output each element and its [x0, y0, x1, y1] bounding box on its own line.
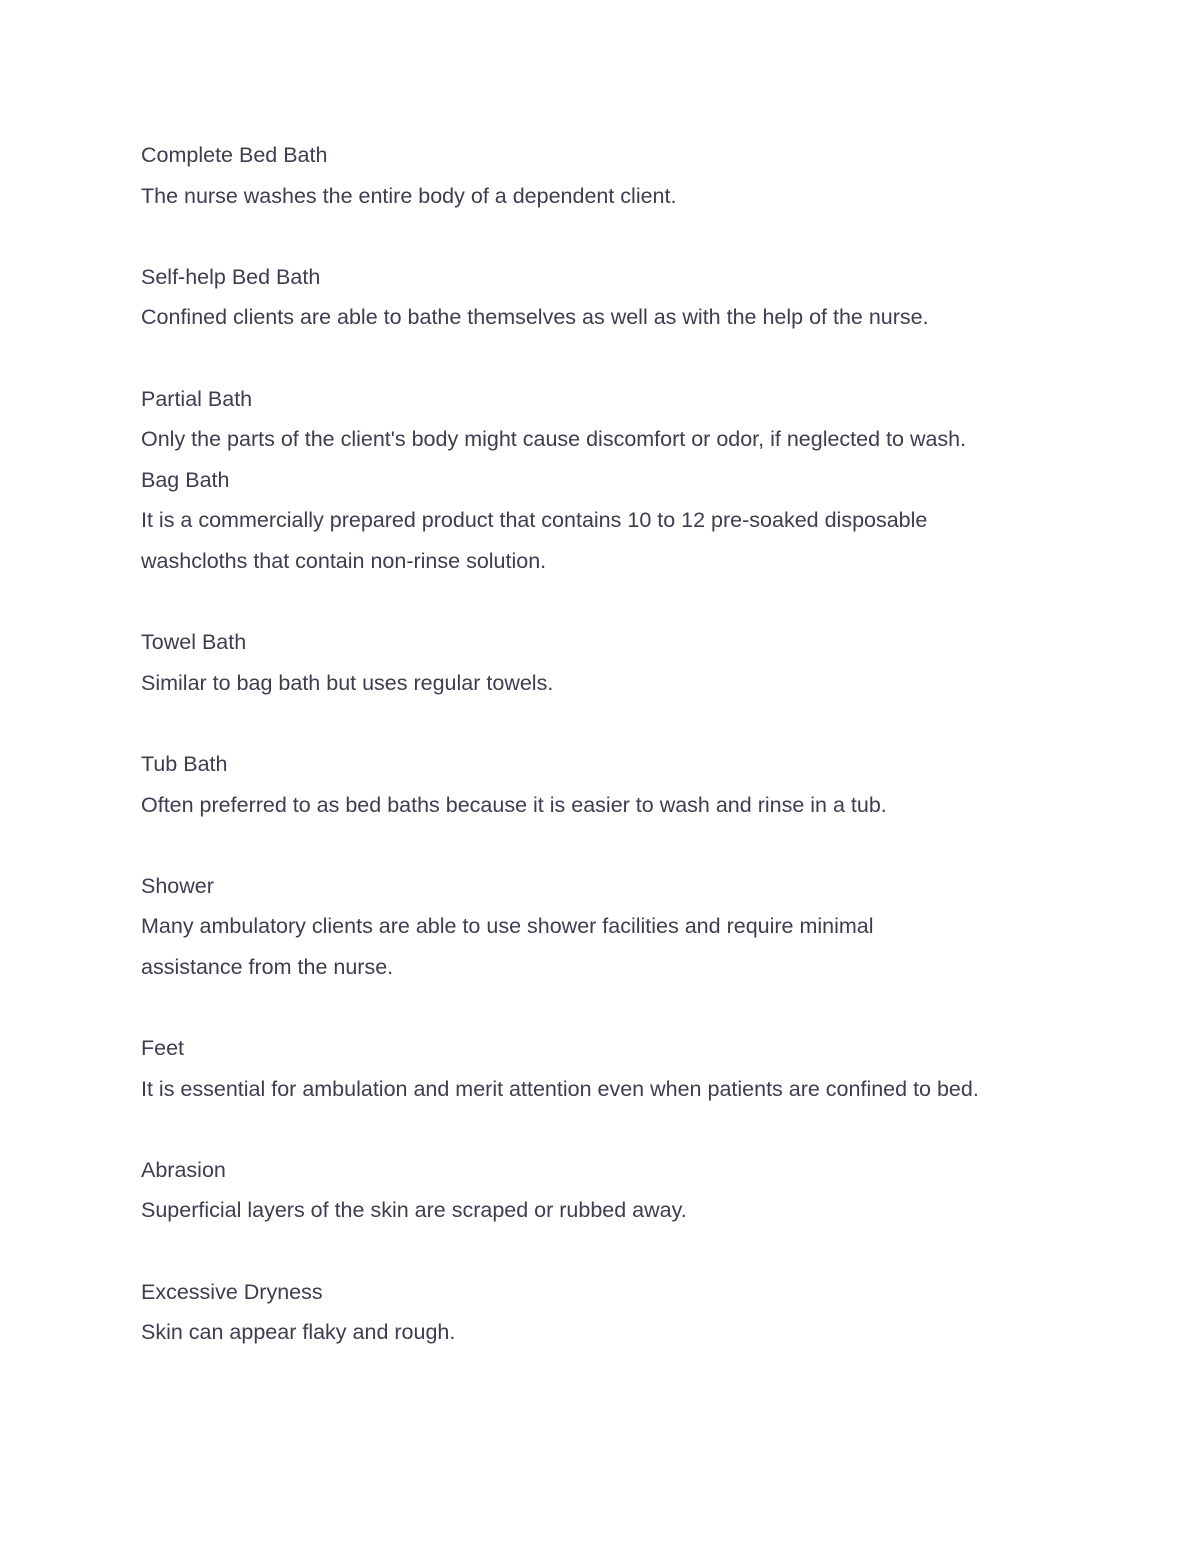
term-definition: It is a commercially prepared product that contains 10 to 12 pre-soaked disposable	[141, 508, 928, 533]
spacer	[141, 1109, 1101, 1150]
spacer	[141, 216, 1101, 257]
term-heading: Tub Bath	[141, 751, 228, 776]
spacer	[141, 703, 1101, 744]
term-definition-continued: assistance from the nurse.	[141, 954, 394, 979]
term-definition: It is essential for ambulation and merit attention even when patients are confined to bed.	[141, 1076, 979, 1101]
term-heading: Excessive Dryness	[141, 1279, 323, 1304]
term-definition: Often preferred to as bed baths because it is easier to wash and rinse in a tub.	[141, 792, 887, 817]
term-heading: Partial Bath	[141, 386, 253, 411]
term-definition: Confined clients are able to bathe themselves as well as with the help of the nurse.	[141, 305, 929, 330]
term-definition: Skin can appear flaky and rough.	[141, 1320, 456, 1345]
spacer	[141, 338, 1101, 379]
spacer	[141, 1231, 1101, 1272]
term-definition-continued: washcloths that contain non-rinse solution.	[141, 548, 547, 573]
term-heading: Towel Bath	[141, 630, 247, 655]
spacer	[141, 987, 1101, 1028]
term-definition: Superficial layers of the skin are scraped or rubbed away.	[141, 1198, 687, 1223]
term-heading: Feet	[141, 1036, 185, 1061]
spacer	[141, 582, 1101, 623]
term-definition: Only the parts of the client's body might cause discomfort or odor, if neglected to wash.	[141, 427, 967, 452]
term-heading: Abrasion	[141, 1157, 226, 1182]
term-heading: Bag Bath	[141, 467, 230, 492]
term-definition: Many ambulatory clients are able to use shower facilities and require minimal	[141, 914, 874, 939]
document-page	[141, 135, 1101, 1353]
term-definition: The nurse washes the entire body of a dependent client.	[141, 183, 677, 208]
term-heading: Complete Bed Bath	[141, 143, 328, 167]
term-heading: Shower	[141, 873, 214, 898]
term-heading: Self-help Bed Bath	[141, 264, 321, 289]
term-definition: Similar to bag bath but uses regular towels.	[141, 670, 554, 695]
spacer	[141, 825, 1101, 866]
